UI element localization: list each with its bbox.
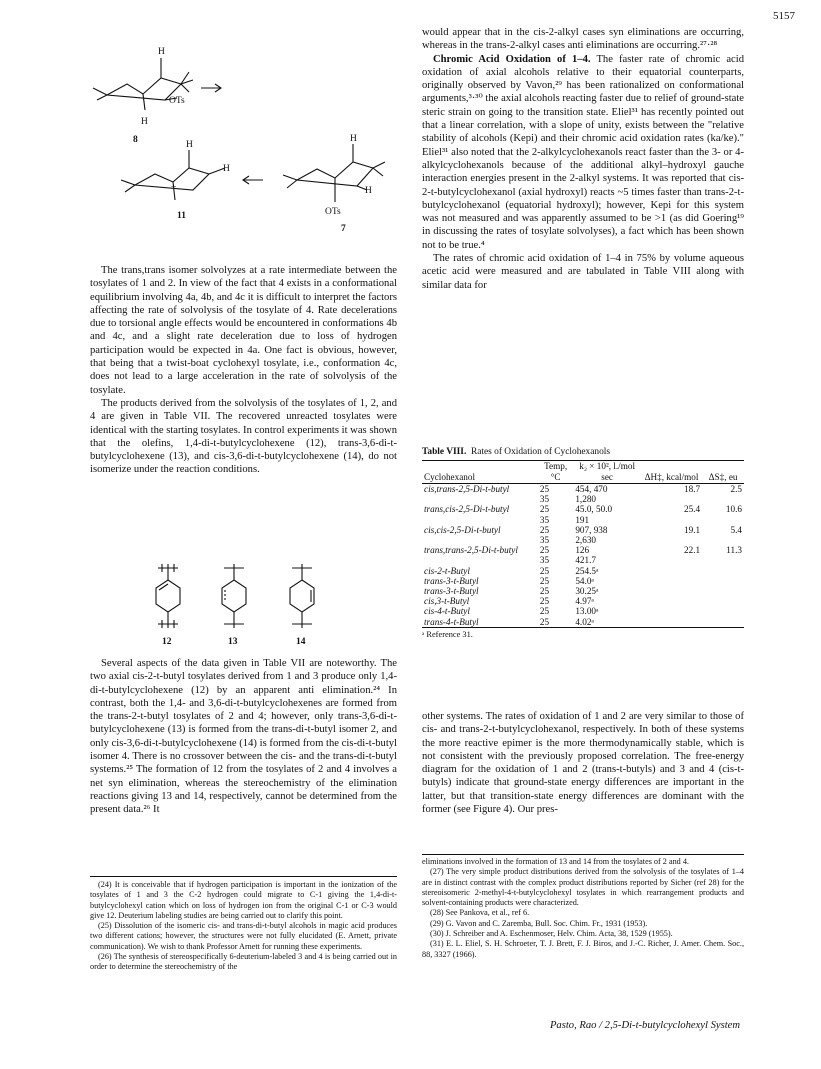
- left-column-top: [90, 264, 397, 477]
- table-cell: cis,3-t-Butyl: [424, 596, 470, 607]
- footnote-rule: [422, 854, 744, 855]
- table-cell: [422, 535, 538, 545]
- table-cell: 126: [575, 545, 590, 556]
- table-title: Rates of Oxidation of Cyclohexanols: [470, 447, 611, 457]
- footnote: (31) E. L. Eliel, S. H. Schroeter, T. J. Brett, F. J. Biros, and J.-C. Richer, J. Amer. Chem. Soc., 88, 3327 (1966).: [422, 939, 744, 959]
- table-cell: [422, 494, 538, 504]
- table-cell: 907, 938: [575, 524, 608, 535]
- table-cell: [702, 606, 744, 616]
- body-paragraph: other systems. The rates of oxidation of 1 and 2 are very similar to those of cis- and trans-2-t-butylcyclohexanol, respectively. In both of these systems the more reactive epimer is the more thermodynamically stable, which is not consistent with the previously proposed correlation. The free-energy diagram for the oxidation of 1 and 2 (trans-t-butyls) and 3 and 4 (cis-t-butyls) indicate that ground-state energy differences are important in the latter, but that transition-state energy differences are dominant with the former (see Figure 4). Our pres-: [422, 711, 744, 816]
- table-cell: 22.1: [684, 545, 701, 556]
- label-H: H: [223, 164, 230, 174]
- footnote: (24) It is conceivable that if hydrogen participation is important in the ionization of the tosylates of 1 and 3 the C-2 hydrogen could migrate to C-1 giving the 1,4-di-t-butylcyclohexyl cation which on loss of hydrogen ion from the original C-1 or C-3 would give 12. Deuterium labeling studies are being carried out to clarify this point.: [90, 880, 397, 920]
- body-paragraph: Several aspects of the data given in Table VII are noteworthy. The two axial cis-2-t-butyl tosylates derived from 1 and 3 produce only 1,4-di-t-butylcyclohexene (12) by an apparent anti elimination.²⁴ In contrast, both the 1,4- and 3,6-di-t-butylcyclohexenes are formed from the trans-2-t-butyl tosylates of 2 and 4; however, only trans-3,6-di-t-butylcyclohexene (13) is formed from the trans-di-t-butyl isomer 2, and only cis-3,6-di-t-butylcyclohexene (14) is formed from the cis-di-t-butyl isomer 4. There is no crossover between the cis- and the trans-di-t-butyl systems.²⁵ The formation of 12 from the tosylates of 2 and 4 involves a net syn elimination, whereas the stereochemistry of the elimination reactions giving 13 and 14, respectively, cannot be determined from the present data.²⁶ It: [90, 658, 397, 816]
- footnote: (26) The synthesis of stereospecifically 6-deuterium-labeled 3 and 4 is being carried out in order to determine the stereochemistry of the: [90, 952, 397, 972]
- table-cell: [702, 515, 744, 525]
- scheme-compounds-8-11-7: [85, 40, 397, 240]
- footnote: (30) J. Schreiber and A. Eschenmoser, Helv. Chim. Acta, 38, 1529 (1955).: [430, 929, 673, 939]
- table-cell: 19.1: [684, 524, 701, 535]
- table-row: [422, 504, 744, 514]
- table-cell: [422, 555, 538, 565]
- table-rule: [422, 627, 744, 628]
- table-viii: [422, 447, 744, 639]
- compound-label: 14: [296, 637, 306, 647]
- table-cell: 13.00ᵃ: [575, 606, 599, 617]
- compound-label: 7: [341, 224, 346, 234]
- table-row: [422, 494, 744, 504]
- compound-label: 8: [133, 135, 138, 145]
- table-cell: [641, 566, 702, 576]
- table-cell: [702, 596, 744, 606]
- table-cell: 11.3: [726, 545, 742, 556]
- table-cell: cis,trans-2,5-Di-t-butyl: [424, 484, 510, 494]
- table-cell: 10.6: [725, 504, 742, 515]
- footnote-rule: [90, 876, 397, 877]
- table-row: [422, 535, 744, 545]
- table-cell: 30.25ᵃ: [575, 586, 599, 597]
- table-cell: trans,trans-2,5-Di-t-butyl: [424, 545, 518, 556]
- table-cell: 1,280: [575, 494, 596, 505]
- table-cell: trans-3-t-Butyl: [424, 586, 479, 597]
- table-cell: 25: [539, 616, 550, 627]
- footnotes-left: [90, 880, 397, 973]
- table-cell: 421.7: [575, 555, 596, 566]
- column-header: Temp, °C: [544, 461, 568, 482]
- table-row: [422, 576, 744, 586]
- table-cell: 35: [539, 555, 550, 566]
- table-cell: [641, 555, 702, 565]
- table-footnote: ᵃ Reference 31.: [422, 629, 473, 639]
- table-row: [422, 596, 744, 606]
- table-cell: [702, 566, 744, 576]
- table-cell: 25: [539, 586, 550, 597]
- column-header: ΔH‡, kcal/mol: [644, 472, 699, 482]
- footnote: (28) See Pankova, et al., ref 6.: [430, 908, 530, 918]
- figure-olefins-12-13-14: [140, 560, 340, 650]
- table-cell: [641, 494, 702, 504]
- table-cell: 4.02ᵃ: [575, 616, 594, 627]
- page-number: 5157: [773, 10, 795, 22]
- table-cell: [641, 617, 702, 627]
- table-cell: [641, 515, 702, 525]
- label-H: H: [365, 186, 372, 196]
- compound-label: 11: [177, 211, 186, 221]
- table-cell: cis,cis-2,5-Di-t-butyl: [424, 524, 501, 535]
- table-row: [422, 617, 744, 627]
- column-header: Cyclohexanol: [424, 472, 476, 482]
- table-cell: 25: [539, 504, 550, 515]
- body-paragraph: The trans,trans isomer solvolyzes at a rate intermediate between the tosylates of 1 and 2. In view of the fact that 4 exists in a conformational equilibrium involving 4a, 4b, and 4c it is difficult to interpret the factors affecting the rate of solvolysis of the tosylate of 4. Rate decelerations due to torsional angle effects would be encountered in conformations 4b and 4c, and a slight rate deceleration due to loss of hydrogen participation would be expected in 4a. One fact is obvious, however, that being that a twist-boat cyclohexyl tosylate, i.e., conformation 4c, does not lead to a large acceleration in the rate of solvolysis of the tosylate.: [90, 265, 397, 396]
- table-row: [422, 484, 744, 494]
- footnote: (27) The very simple product distributions derived from the solvolysis of the tosylates of 1–4 are in distinct contrast with the complex product distributions reported by Sicher (ref 28) for the stereoisomeric 2-methyl-4-t-butylcyclohexyl tosylates in which rearrangement products and solvent-containing products were characterized.: [422, 867, 744, 908]
- right-column-top: [422, 26, 744, 292]
- table-cell: [641, 596, 702, 606]
- right-column-bottom: [422, 710, 744, 816]
- footnotes-right: [422, 857, 744, 960]
- table-label: Table VIII.: [422, 447, 467, 457]
- table-row: [422, 545, 744, 555]
- label-H: H: [141, 117, 148, 127]
- table-row: [422, 566, 744, 576]
- table-cell: [702, 535, 744, 545]
- table-cell: cis-2-t-Butyl: [424, 565, 470, 576]
- table-row: [422, 525, 744, 535]
- section-heading: Chromic Acid Oxidation of 1–4.: [433, 53, 591, 65]
- table-cell: 35: [539, 514, 550, 525]
- table-cell: [702, 576, 744, 586]
- table-cell: 454, 470: [575, 484, 608, 494]
- table-cell: 25.4: [684, 504, 701, 515]
- table-cell: 254.5ᵃ: [575, 565, 599, 576]
- table-row: [422, 586, 744, 596]
- column-header: k₂ × 10², l./mol sec: [579, 461, 636, 482]
- label-H: H: [158, 47, 165, 57]
- table-cell: [422, 515, 538, 525]
- table-cell: 25: [539, 484, 550, 494]
- left-column-bottom: [90, 657, 397, 817]
- table-cell: 54.0ᵃ: [575, 575, 594, 586]
- table-cell: 2,630: [575, 535, 596, 546]
- body-paragraph: would appear that in the cis-2-alkyl cases syn eliminations are occurring, whereas in the trans-2-alkyl cases anti eliminations are occurring.²⁷·²⁸: [422, 27, 744, 52]
- table-cell: 25: [539, 565, 550, 576]
- table-cell: cis-4-t-Butyl: [424, 606, 470, 617]
- table-cell: [702, 494, 744, 504]
- column-header: ΔS‡, eu: [708, 472, 738, 482]
- table-cell: 5.4: [730, 524, 742, 535]
- label-H: H: [186, 140, 193, 150]
- body-paragraph: The rates of chromic acid oxidation of 1–4 in 75% by volume aqueous acetic acid were measured and are tabulated in Table VIII along with similar data for: [422, 253, 744, 291]
- table-cell: [641, 576, 702, 586]
- table-cell: [702, 555, 744, 565]
- table-cell: 25: [539, 524, 550, 535]
- label-H: H: [350, 134, 357, 144]
- table-cell: 45.0, 50.0: [575, 504, 613, 515]
- table-cell: 4.97ᵃ: [575, 596, 594, 607]
- table-cell: [702, 586, 744, 596]
- table-cell: 2.5: [730, 484, 742, 494]
- footnote: eliminations involved in the formation of 13 and 14 from the tosylates of 2 and 4.: [422, 857, 689, 866]
- table-cell: trans-4-t-Butyl: [424, 616, 479, 627]
- body-paragraph: The products derived from the solvolysis of the tosylates of 1, 2, and 4 are given in Table VII. The recovered unreacted tosylates were identical with the starting tosylates. In control experiments it was shown that the olefins, 1,4-di-t-butylcyclohexene (12), trans-3,6-di-t-butylcyclohexene (13), and cis-3,6-di-t-butylcyclohexene (14), do not isomerize under the reaction conditions.: [90, 397, 397, 476]
- table-cell: 25: [539, 596, 550, 607]
- table-cell: [641, 586, 702, 596]
- footnote: (25) Dissolution of the isomeric cis- and trans-di-t-butyl alcohols in magic acid produces two different cations; however, the structures were not fully elucidated (E. Arnett, private communication). We wish to thank Professor Arnett for running these experiments.: [90, 921, 397, 951]
- table-cell: [702, 617, 744, 627]
- table-caption: [422, 447, 744, 457]
- rates-table: [422, 461, 744, 627]
- table-cell: [641, 606, 702, 616]
- label-plus: +: [171, 183, 177, 193]
- footnote: (29) G. Vavon and C. Zaremba, Bull. Soc. Chim. Fr., 1931 (1953).: [430, 918, 648, 928]
- table-cell: 18.7: [684, 484, 701, 494]
- table-cell: 35: [539, 494, 550, 505]
- label-OTs: OTs: [325, 207, 341, 217]
- compound-label: 12: [162, 637, 172, 647]
- table-cell: trans,cis-2,5-Di-t-butyl: [424, 504, 510, 515]
- table-row: [422, 606, 744, 616]
- table-cell: 191: [575, 514, 590, 525]
- table-cell: [641, 535, 702, 545]
- compound-label: 13: [228, 637, 238, 647]
- table-row: [422, 515, 744, 525]
- table-cell: 25: [539, 545, 550, 556]
- table-row: [422, 555, 744, 565]
- table-cell: trans-3-t-Butyl: [424, 575, 479, 586]
- table-cell: 25: [539, 575, 550, 586]
- running-footer: Pasto, Rao / 2,5-Di-t-butylcyclohexyl System: [549, 1020, 740, 1031]
- label-OTs: OTs: [169, 96, 185, 106]
- table-rule: [422, 460, 744, 461]
- table-cell: 35: [539, 535, 550, 546]
- body-paragraph: The faster rate of chromic acid oxidation of axial alcohols relative to their equatorial counterparts, originally observed by Vavon,²⁹ has been rationalized on conformational arguments,³·³⁰ the axial alcohols reacting faster due to relief of ground-state steric strain on going to the transition state. Eliel³¹ has recently pointed out that a linear correlation, with a slope of unity, exists between the "relative stability of alcohols (Kepi) and their chromic acid oxidation rates (ka/ke)." Eliel³¹ also noted that the 2-alkylcyclohexanols react faster than the 3- or 4-alkylcyclohexanols because of the additional alkyl–hydroxyl gauche interaction energies present in the 2-alkyl systems. It was reported that cis-2-t-butylcyclohexanol (axial hydroxyl) reacts ~5 times faster than trans-2-t-butylcyclohexanol (equatorial hydroxyl); however, Kepi for this system was not measured and was apparently assumed to be >1 (as did Goering¹⁹ in discussing the rates of tosylate solvolyses), a fact which has been shown not to be true.⁴: [422, 53, 744, 251]
- table-cell: 25: [539, 606, 550, 617]
- table-header-row: [422, 461, 744, 483]
